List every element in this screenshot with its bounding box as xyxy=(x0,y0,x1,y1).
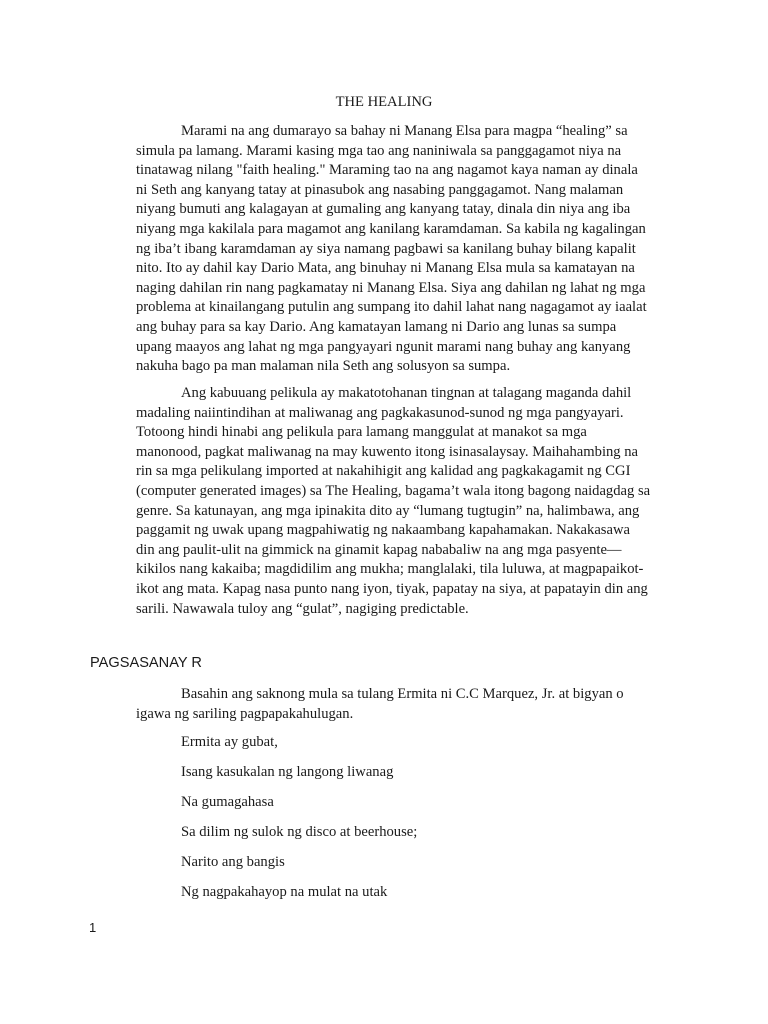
body-paragraph-1: Marami na ang dumarayo sa bahay ni Manang Elsa para magpa “healing” sa simula pa lamang. Marami kasing mga tao ang naniniwala sa panggagamot niya na tinatawag nilang "faith healing." Maraming tao na ang nagamot kaya naman ay dinala ni Seth ang kanyang tatay at pinasubok ang nasabing panggagamot. Nang malaman niyang bumuti ang kalagayan at gumaling ang kanyang tatay, dinala din niya ang iba niyang mga kakilala para magamot ang kanilang karamdaman. Sa kabila ng kagalingan ng iba’t ibang karamdaman ay siya namang pagbawi sa kanilang buhay bilang kapalit nito. Ito ay dahil kay Dario Mata, ang binuhay ni Manang Elsa mula sa kamatayan na naging dahilan rin nang pagkamatay ni Manang Elsa. Siya ang dahilan ng lahat ng mga problema at kinailangang putulin ang sumpang ito dahil lahat nang nagagamot ay iaalat ang buhay para sa kay Dario. Ang kamatayan lamang ni Dario ang lunas sa sumpa upang maayos ang lahat ng mga pangyayari ngunit marami nang buhay ang kanyang nakuha bago pa man malaman nila Seth ang solusyon sa sumpa. xyxy=(136,123,647,375)
poem-line: Na gumagahasa xyxy=(181,794,274,810)
body-paragraph-2: Ang kabuuang pelikula ay makatotohanan tingnan at talagang maganda dahil madaling naiintindihan at maliwanag ang pagkakasunod-sunod ng mga pangyayari. Totoong hindi hinabi ang pelikula para lamang manggulat at manakot sa mga manonood, pagkat maliwanag na may kuwento itong isinasalaysay. Maihahambing na rin sa mga pelikulang imported at nakahihigit ang kalidad ang pagkakagamit ng CGI (computer generated images) sa The Healing, bagama’t wala itong bagong naidagdag sa genre. Sa katunayan, ang mga ipinakita dito ay “lumang tugtugin” na, halimbawa, ang paggamit ng uwak upang magpahiwatig ng nakaambang kapahamakan. Nakakasawa din ang paulit-ulit na gimmick na ginamit kapag nababaliw na ang mga pasyente—kikilos nang kakaiba; magdidilim ang mukha; manglalaki, tila luluwa, at magpapaikot-ikot ang mata. Kapag nasa punto nang iyon, tiyak, papatay na siya, at papatayin din ang sarili. Nawawala tuloy ang “gulat”, nagiging predictable. xyxy=(136,385,651,617)
poem-line: Ermita ay gubat, xyxy=(181,734,278,750)
instruction-paragraph: Basahin ang saknong mula sa tulang Ermita ni C.C Marquez, Jr. at bigyan o igawa ng sariling pagpapakahulugan. xyxy=(136,686,624,722)
page-number: 1 xyxy=(89,920,97,935)
poem-line: Isang kasukalan ng langong liwanag xyxy=(181,764,394,780)
poem-line: Ng nagpakahayop na mulat na utak xyxy=(181,884,388,900)
section-heading: PAGSASANAY R xyxy=(90,655,202,671)
document-title: THE HEALING xyxy=(335,94,433,110)
poem-line: Sa dilim ng sulok ng disco at beerhouse; xyxy=(181,824,418,840)
poem-stanza xyxy=(181,733,417,913)
poem-line: Narito ang bangis xyxy=(181,854,285,870)
